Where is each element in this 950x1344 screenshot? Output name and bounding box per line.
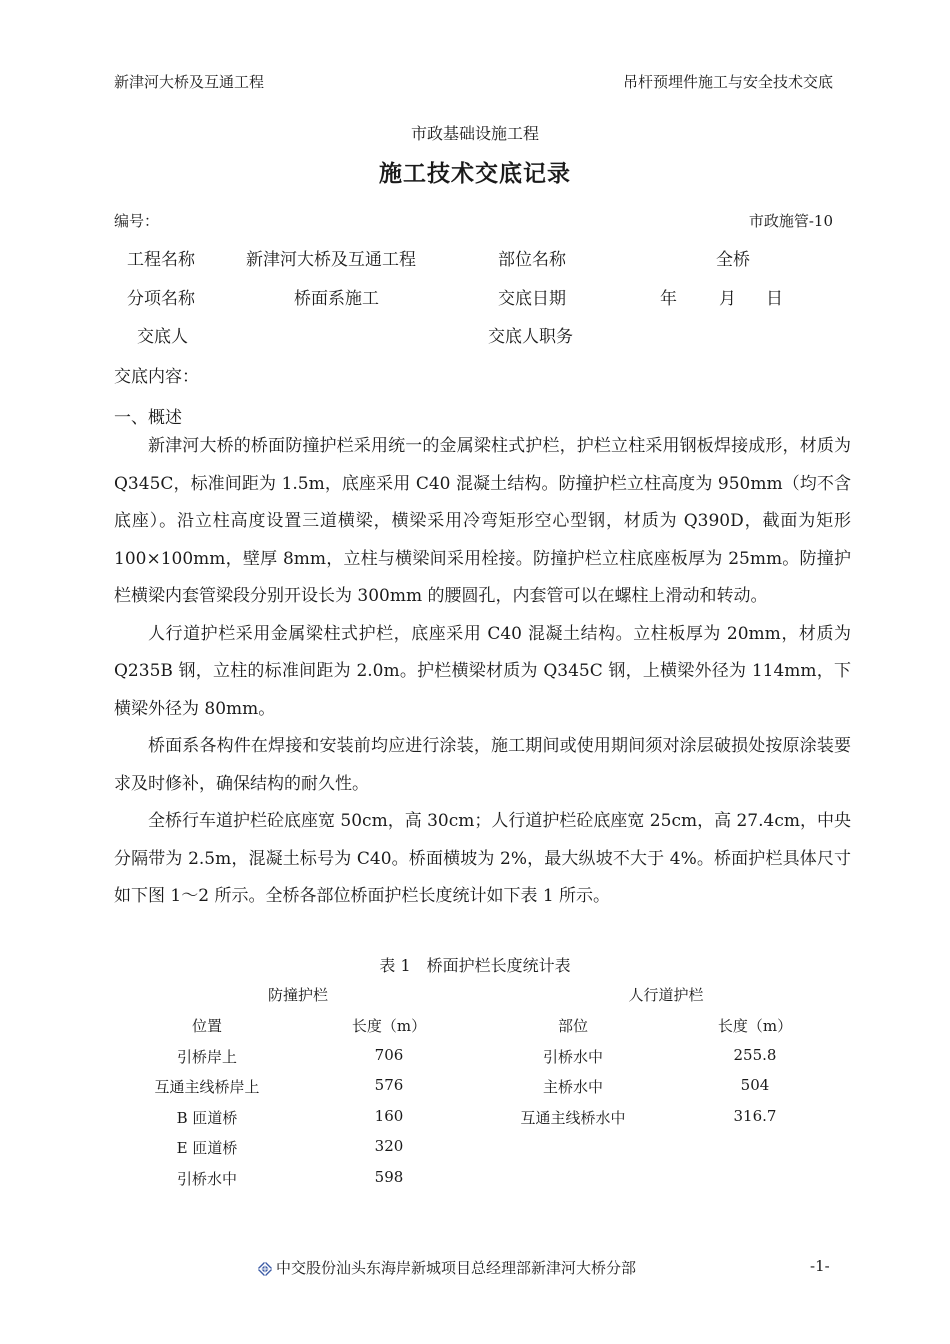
table-header: 长度（m）: [351, 1017, 427, 1035]
number-label: 编号：: [114, 212, 160, 230]
person-label: 交底人: [137, 327, 188, 347]
table-group-left: 防撞护栏: [267, 986, 328, 1004]
table-caption: 表 1 桥面护栏长度统计表: [379, 956, 571, 975]
table-cell: 引桥岸上: [176, 1048, 237, 1066]
company-logo-icon: [258, 1262, 272, 1280]
date-year: 年: [660, 289, 677, 309]
document-title: 施工技术交底记录: [379, 161, 571, 187]
footer: [258, 1257, 636, 1280]
table-cell: 706: [374, 1046, 404, 1064]
section-heading: 一、概述: [114, 408, 182, 428]
footer-text: 中交股份汕头东海岸新城项目总经理部新津河大桥分部: [276, 1259, 637, 1277]
project-name-label: 工程名称: [127, 250, 195, 270]
table-cell: B 匝道桥: [176, 1109, 238, 1127]
table-cell: 598: [374, 1168, 404, 1186]
content-label: 交底内容：: [114, 367, 199, 387]
item-name-label: 分项名称: [127, 289, 195, 309]
table-cell: 160: [374, 1107, 404, 1125]
table-cell: E 匝道桥: [176, 1139, 238, 1157]
body-text: [114, 428, 851, 916]
paragraph: 人行道护栏采用金属梁柱式护栏，底座采用 C40 混凝土结构。立柱板厚为 20mm，材质为 Q235B 钢，立柱的标准间距为 2.0m。护栏横梁材质为 Q345C 钢，上横梁外径为 114mm，下横梁外径为 80mm。: [114, 623, 851, 719]
table-cell: 255.8: [733, 1046, 777, 1064]
document-subtitle: 市政基础设施工程: [410, 124, 539, 143]
paragraph: 全桥行车道护栏砼底座宽 50cm，高 30cm；人行道护栏砼底座宽 25cm，高 27.4cm，中央分隔带为 2.5m，混凝土标号为 C40。桥面横坡为 2%，最大纵坡不大于 4%。桥面护栏具体尺寸如下图 1～2 所示。全桥各部位桥面护栏长度统计如下表 1 所示。: [114, 811, 851, 906]
person-position-label: 交底人职务: [488, 327, 573, 347]
header-left: 新津河大桥及互通工程: [114, 73, 265, 91]
part-name-value: 全桥: [716, 250, 750, 270]
part-name-label: 部位名称: [498, 250, 566, 270]
header-right: 吊杆预埋件施工与安全技术交底: [622, 73, 833, 91]
paragraph: 新津河大桥的桥面防撞护栏采用统一的金属梁柱式护栏，护栏立柱采用钢板焊接成形，材质为 Q345C，标准间距为 1.5m，底座采用 C40 混凝土结构。防撞护栏立柱高度为 950mm（均不含底座）。沿立柱高度设置三道横梁，横梁采用冷弯矩形空心型钢，材质为 Q390D，截面为矩形 100×100mm，壁厚 8mm，立柱与横梁间采用栓接。防撞护栏立柱底座板厚为 25mm。防撞护栏横梁内套管梁段分别开设长为 300mm 的腰圆孔，内套管可以在螺柱上滑动和转动。: [114, 436, 851, 606]
table-header: 部位: [557, 1017, 588, 1035]
table-cell: 引桥水中: [176, 1170, 237, 1188]
date-month: 月: [719, 289, 736, 309]
table-cell: 320: [374, 1137, 404, 1155]
table-cell: 504: [740, 1076, 770, 1094]
date-label: 交底日期: [498, 289, 566, 309]
date-day: 日: [766, 289, 783, 309]
table-header: 位置: [191, 1017, 222, 1035]
table-cell: 互通主线桥水中: [520, 1109, 626, 1127]
table-cell: 316.7: [733, 1107, 777, 1125]
table-group-right: 人行道护栏: [628, 986, 704, 1004]
table-cell: 主桥水中: [542, 1078, 603, 1096]
page-number: -1-: [810, 1257, 830, 1275]
paragraph: 桥面系各构件在焊接和安装前均应进行涂装，施工期间或使用期间须对涂层破损处按原涂装要求及时修补，确保结构的耐久性。: [114, 736, 851, 794]
form-code: 市政施管-10: [748, 212, 833, 230]
table-header: 长度（m）: [717, 1017, 793, 1035]
table-cell: 引桥水中: [542, 1048, 603, 1066]
table-cell: 576: [374, 1076, 404, 1094]
item-name-value: 桥面系施工: [294, 289, 379, 309]
table-cell: 互通主线桥岸上: [154, 1078, 260, 1096]
project-name-value: 新津河大桥及互通工程: [246, 250, 416, 270]
